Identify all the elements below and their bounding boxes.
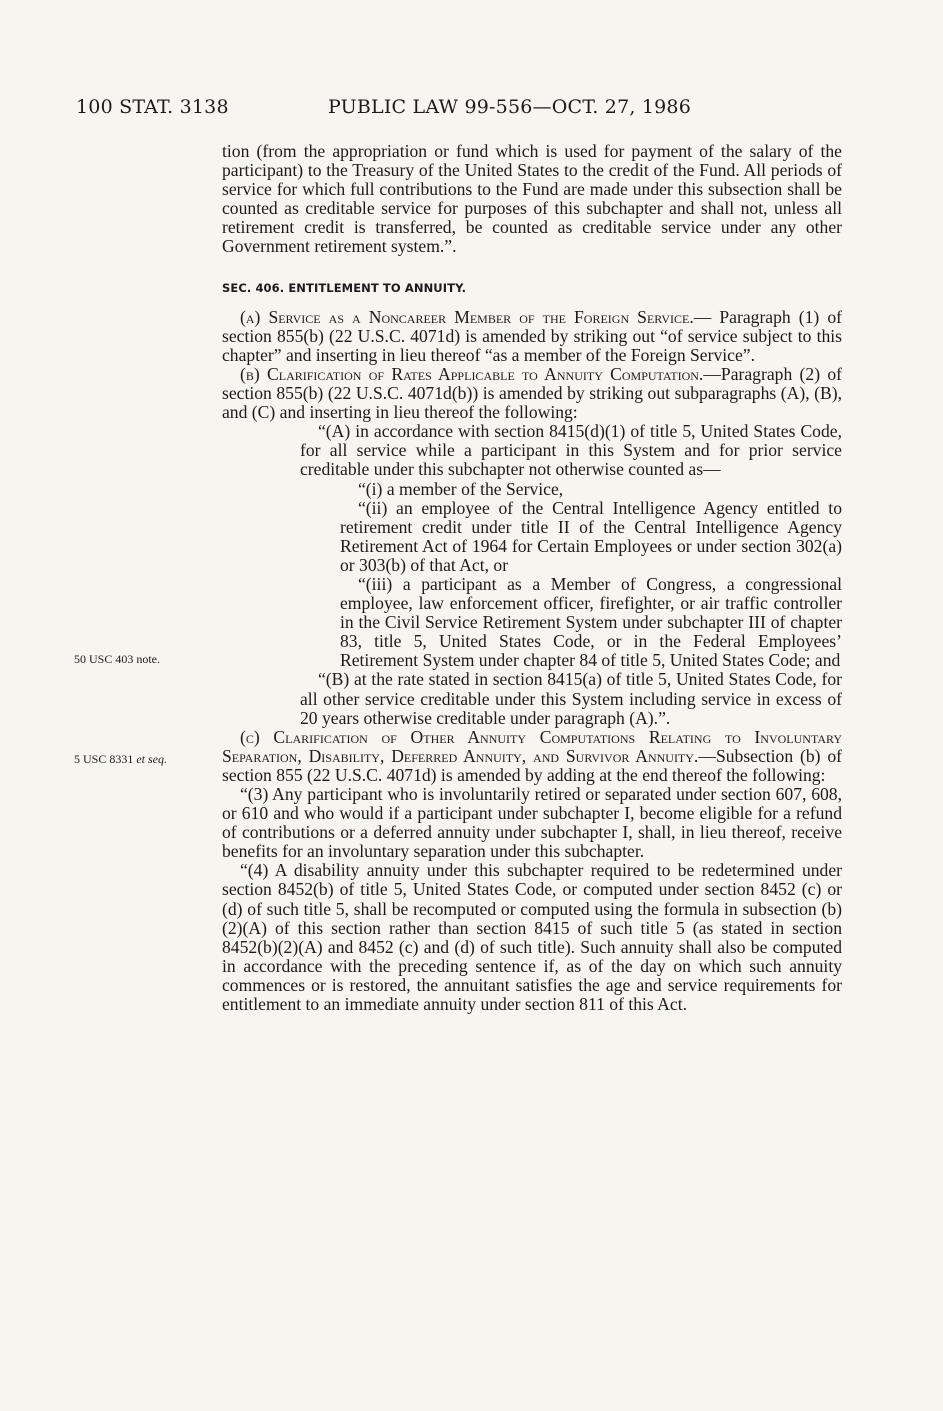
subsection-b xyxy=(222,365,842,422)
intro-paragraph: tion (from the appropriation or fund which is used for payment of the salary of the participant) to the Treasury of the United States to the credit of the Fund. All periods of service for which full contributions to the Fund are made under this subsection shall be counted as creditable service for purposes of this subchapter and shall not, unless all retirement credit is transferred, be counted as creditable service under any other Government retirement system.”. xyxy=(222,141,842,257)
clause-ii: “(ii) an employee of the Central Intelligence Agency entitled to retirement credit under title II of the Central Intelligence Agency Retirement Act of 1964 for Certain Employees or under section 302(a) or 303(b) of that Act, or xyxy=(340,497,842,575)
margin-note-5-usc-italic: et seq. xyxy=(136,752,167,766)
clause-iii: “(iii) a participant as a Member of Congress, a congressional employee, law enforcement officer, firefighter, or air traffic controller in the Civil Service Retirement System under subchapter III of chapter 83, title 5, United States Code, or in the Federal Employees’ Retirement System under chapter 84 of title 5, United States Code; and xyxy=(340,573,842,671)
page-header xyxy=(76,96,836,120)
subsection-c-text: Subsection (b) of section 855 (22 U.S.C. 4071d) is amended by adding at the end thereof the following: xyxy=(222,745,843,785)
margin-note-5-usc xyxy=(74,750,204,769)
subsection-a-heading: (a) Service as a Noncareer Member of the Foreign Service.— xyxy=(240,306,712,327)
margin-note-50-usc: 50 USC 403 note. xyxy=(74,652,161,666)
statute-page-number: 100 STAT. 3138 xyxy=(76,96,229,118)
subsection-a xyxy=(222,308,842,365)
subsection-b-heading: (b) Clarification of Rates Applicable to Annuity Computation.— xyxy=(240,363,721,384)
clause-i: “(i) a member of the Service, xyxy=(358,478,564,499)
paragraph-3: “(3) Any participant who is involuntarily retired or separated under section 607, 608, or 610 and who would if a participant under subchapter I, become eligible for a refund of contributions or a deferred annuity under subchapter I, shall, in lieu thereof, receive benefits for an involuntary separation under this subchapter. xyxy=(222,784,842,862)
subsection-b-text: Paragraph (2) of section 855(b) (22 U.S.C. 4071d(b)) is amended by striking out subparagraphs (A), (B), and (C) and inserting in lieu thereof the following: xyxy=(222,363,842,423)
paragraph-4: “(4) A disability annuity under this subchapter required to be redetermined under section 8452(b) of title 5, United States Code, or computed under section 8452 (c) or (d) of such title 5, shall be recomputed or computed using the formula in subsection (b)(2)(A) of this section rather than section 8415 of such title 5 (as stated in section 8452(b)(2)(A) and 8452 (c) and (d) of such title). Such annuity shall also be computed in accordance with the preceding sentence if, as of the day on which such annuity commences or is restored, the annuitant satisfies the age and service requirements for entitlement to an immediate annuity under section 811 of this Act. xyxy=(222,860,842,1015)
subsection-a-text: Paragraph (1) of section 855(b) (22 U.S.C. 4071d) is amended by striking out “of service subject to this chapter” and inserting in lieu thereof “as a member of the Foreign Service”. xyxy=(222,306,842,365)
subsection-c-heading: (c) Clarification of Other Annuity Computations Relating to Involuntary Separation, Disability, Deferred Annuity, and Survivor Annuity.— xyxy=(222,726,842,766)
subsection-c xyxy=(222,728,842,785)
paragraph-B: “(B) at the rate stated in section 8415(a) of title 5, United States Code, for all other service creditable under this System including service in excess of 20 years otherwise creditable under paragraph (A).”. xyxy=(300,669,842,728)
section-heading: SEC. 406. ENTITLEMENT TO ANNUITY. xyxy=(222,280,467,295)
paragraph-A: “(A) in accordance with section 8415(d)(1) of title 5, United States Code, for all service while a participant in this System and for prior service creditable under this subchapter not otherwise counted as— xyxy=(300,421,842,480)
public-law-title: PUBLIC LAW 99-556—OCT. 27, 1986 xyxy=(328,96,692,118)
margin-note-5-usc-main: 5 USC 8331 xyxy=(74,752,137,766)
document-body xyxy=(222,142,842,1014)
